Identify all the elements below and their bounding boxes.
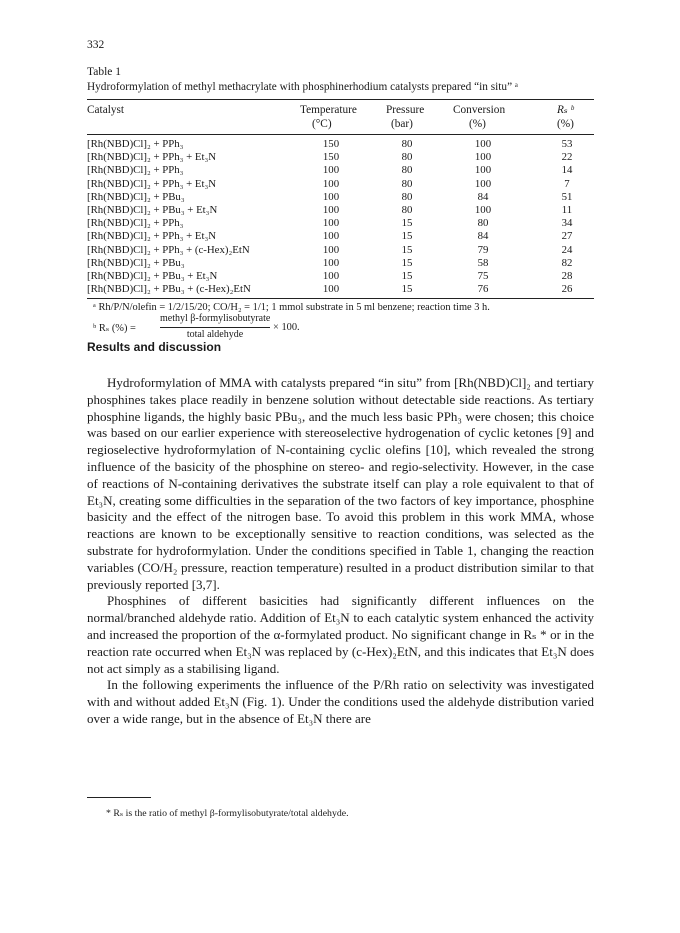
page-number: 332 bbox=[87, 39, 105, 51]
cell-rs: 53 bbox=[561, 138, 573, 150]
footnote-b-denominator: total aldehyde bbox=[186, 329, 244, 340]
cell-rs: 34 bbox=[561, 217, 573, 230]
cell-rs: 24 bbox=[561, 243, 573, 256]
cell-temperature: 100 bbox=[322, 217, 340, 230]
cell-rs: 51 bbox=[561, 190, 573, 203]
cell-conversion: 79 bbox=[477, 243, 489, 256]
footnote-rule bbox=[87, 797, 151, 798]
cell-conversion: 84 bbox=[477, 230, 489, 243]
paragraph-2: Phosphines of different basicities had significantly different influences on the normal/branched aldehyde ratio. Addition of Et₃N to each catalytic system enhanced the activity and increased the proportion of the α-formylated product. No significant change in Rₛ * or in the reaction rate occurred when Et₃N was replaced by (c-Hex)₂EtN, and this indicates that Et₃N does not act simply as a stabilising ligand. bbox=[87, 593, 594, 676]
cell-temperature: 100 bbox=[322, 270, 340, 282]
cell-pressure: 15 bbox=[401, 270, 413, 282]
table-header-rule bbox=[87, 134, 594, 135]
footnote-b-numerator: methyl β-formylisobutyrate bbox=[160, 313, 271, 324]
cell-conversion: 100 bbox=[474, 177, 492, 190]
table-top-rule bbox=[87, 99, 594, 100]
table-footnote-b-rhs: × 100. bbox=[273, 322, 300, 333]
paragraph-1: Hydroformylation of MMA with catalysts prepared “in situ” from [Rh(NBD)Cl]₂ and tertiary phosphines takes place readily in benzene solution without detectable side reactions. As tertiary phosphine ligands, the highly basic PBu₃, and the much less basic PPh₃ were chosen; this choice was based on our earlier experience with stereoselective hydrogenation of cyclic ketones [9] and regioselective hydroformylation of N-containing cyclic olefins [10], which revealed the strong influence of the basicity of the phosphine on stereo- and regio-selectivity. However, in the case of reactions of N-containing derivatives the substrate itself can play a role equivalent to that of Et₃N, creating some difficulties in the separation of the two factors of key importance, phosphine basicity and the effect of the nitrogen base. To avoid this problem in this work MMA, whose reactions are known to be exceptionally sensitive to reaction conditions, was selected as the substrate for hydroformylation. Under the conditions specified in Table 1, changing the reaction variables (CO/H₂ pressure, reaction temperature) resulted in a product distribution similar to that previously reported [3,7]. bbox=[87, 375, 594, 592]
header-conversion-unit: (%) bbox=[469, 118, 486, 130]
cell-rs: 27 bbox=[561, 230, 573, 243]
cell-catalyst: [Rh(NBD)Cl]₂ + PPh₃ bbox=[87, 164, 184, 177]
cell-temperature: 150 bbox=[322, 138, 340, 150]
header-catalyst: Catalyst bbox=[87, 104, 125, 116]
cell-catalyst: [Rh(NBD)Cl]₂ + PBu₃ bbox=[87, 190, 185, 203]
cell-temperature: 100 bbox=[322, 204, 340, 216]
cell-conversion: 100 bbox=[474, 204, 492, 216]
paragraph-3: In the following experiments the influence of the P/Rh ratio on selectivity was investigated with and without added Et₃N (Fig. 1). Under the conditions used the aldehyde distribution varied over a wide range, but in the absence of Et₃N there are bbox=[87, 677, 594, 726]
cell-catalyst: [Rh(NBD)Cl]₂ + PPh₃ bbox=[87, 138, 184, 150]
cell-pressure: 15 bbox=[401, 283, 413, 296]
header-conversion: Conversion bbox=[453, 104, 506, 116]
cell-rs: 26 bbox=[561, 283, 573, 296]
cell-catalyst: [Rh(NBD)Cl]₂ + PPh₃ bbox=[87, 217, 184, 230]
table-footnote-b-lhs: ᵇ Rₛ (%) = bbox=[93, 323, 136, 334]
cell-catalyst: [Rh(NBD)Cl]₂ + PBu₃ + Et₃N bbox=[87, 204, 218, 216]
header-pressure: Pressure bbox=[386, 104, 425, 116]
table-bottom-rule bbox=[87, 298, 594, 299]
cell-conversion: 75 bbox=[477, 270, 489, 282]
cell-rs: 82 bbox=[561, 256, 573, 269]
table-label: Table 1 bbox=[87, 66, 122, 78]
footnote-b-fraction-bar bbox=[160, 327, 270, 328]
cell-temperature: 100 bbox=[322, 164, 340, 177]
body-text bbox=[87, 375, 594, 728]
cell-catalyst: [Rh(NBD)Cl]₂ + PPh₃ + Et₃N bbox=[87, 177, 217, 190]
cell-conversion: 58 bbox=[477, 256, 489, 269]
header-temperature: Temperature bbox=[300, 104, 357, 116]
header-rs-unit: (%) bbox=[557, 118, 574, 130]
table-footnote-a: ᵃ Rh/P/N/olefin = 1/2/15/20; CO/H₂ = 1/1; 1 mmol substrate in 5 ml benzene; reaction time 3 h. bbox=[93, 302, 490, 313]
cell-temperature: 100 bbox=[322, 256, 340, 269]
cell-catalyst: [Rh(NBD)Cl]₂ + PBu₃ + (c-Hex)₂EtN bbox=[87, 283, 251, 296]
cell-pressure: 80 bbox=[401, 151, 413, 164]
cell-catalyst: [Rh(NBD)Cl]₂ + PPh₃ + Et₃N bbox=[87, 230, 217, 243]
section-heading: Results and discussion bbox=[87, 340, 222, 354]
cell-temperature: 100 bbox=[322, 283, 340, 296]
cell-pressure: 15 bbox=[401, 217, 413, 230]
cell-catalyst: [Rh(NBD)Cl]₂ + PBu₃ + Et₃N bbox=[87, 270, 218, 282]
cell-pressure: 80 bbox=[401, 190, 413, 203]
cell-temperature: 100 bbox=[322, 230, 340, 243]
cell-pressure: 15 bbox=[401, 256, 413, 269]
cell-pressure: 80 bbox=[401, 164, 413, 177]
cell-rs: 22 bbox=[561, 151, 573, 164]
cell-pressure: 15 bbox=[401, 243, 413, 256]
cell-conversion: 80 bbox=[477, 217, 489, 230]
header-rs: Rₛ ᵇ bbox=[557, 104, 574, 116]
cell-pressure: 80 bbox=[401, 177, 413, 190]
cell-catalyst: [Rh(NBD)Cl]₂ + PPh₃ + Et₃N bbox=[87, 151, 217, 164]
cell-conversion: 84 bbox=[477, 190, 489, 203]
cell-pressure: 80 bbox=[401, 138, 413, 150]
cell-rs: 7 bbox=[564, 177, 570, 190]
cell-rs: 28 bbox=[561, 270, 573, 282]
cell-rs: 14 bbox=[561, 164, 573, 177]
cell-rs: 11 bbox=[561, 204, 573, 216]
cell-conversion: 100 bbox=[474, 164, 492, 177]
page-footnote: * Rₛ is the ratio of methyl β-formylisobutyrate/total aldehyde. bbox=[106, 808, 349, 819]
cell-temperature: 100 bbox=[322, 177, 340, 190]
cell-conversion: 76 bbox=[477, 283, 489, 296]
header-temperature-unit: (°C) bbox=[312, 118, 332, 130]
cell-pressure: 15 bbox=[401, 230, 413, 243]
table-caption: Hydroformylation of methyl methacrylate with phosphinerhodium catalysts prepared “in situ” ᵃ bbox=[87, 81, 519, 93]
cell-temperature: 150 bbox=[322, 151, 340, 164]
cell-conversion: 100 bbox=[474, 151, 492, 164]
cell-catalyst: [Rh(NBD)Cl]₂ + PPh₃ + (c-Hex)₂EtN bbox=[87, 243, 250, 256]
cell-catalyst: [Rh(NBD)Cl]₂ + PBu₃ bbox=[87, 256, 185, 269]
cell-temperature: 100 bbox=[322, 243, 340, 256]
header-pressure-unit: (bar) bbox=[391, 118, 413, 130]
cell-conversion: 100 bbox=[474, 138, 492, 150]
cell-temperature: 100 bbox=[322, 190, 340, 203]
cell-pressure: 80 bbox=[401, 204, 413, 216]
